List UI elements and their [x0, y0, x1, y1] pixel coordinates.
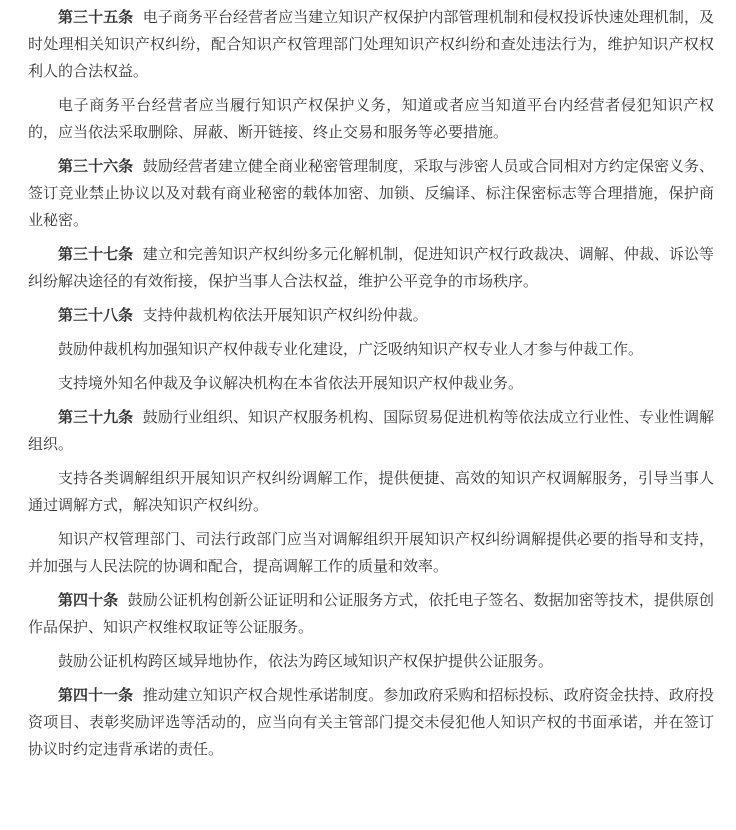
paragraph-text: 鼓励公证机构创新公证证明和公证服务方式，依托电子签名、数据加密等技术，提供原创作品保护、知识产权维权取证等公证服务。 [28, 591, 714, 636]
article-number: 第三十七条 [58, 245, 134, 263]
paragraph-text: 推动建立知识产权合规性承诺制度。参加政府采购和招标投标、政府资金扶持、政府投资项目、表彰奖励评选等活动的，应当向有关主管部门提交未侵犯他人知识产权的书面承诺，并在签订协议时约定违背承诺的责任。 [28, 686, 714, 758]
article-number: 第四十条 [58, 591, 119, 609]
article-38-paragraph-2 [28, 336, 714, 363]
article-39-paragraph-3 [28, 526, 714, 580]
paragraph-text: 支持各类调解组织开展知识产权纠纷调解工作，提供便捷、高效的知识产权调解服务，引导当事人通过调解方式，解决知识产权纠纷。 [28, 469, 714, 514]
paragraph-text: 电子商务平台经营者应当履行知识产权保护义务，知道或者应当知道平台内经营者侵犯知识产权的，应当依法采取删除、屏蔽、断开链接、终止交易和服务等必要措施。 [28, 96, 714, 141]
article-39-paragraph-2 [28, 465, 714, 519]
article-41-paragraph [28, 682, 714, 763]
paragraph-text: 知识产权管理部门、司法行政部门应当对调解组织开展知识产权纠纷调解提供必要的指导和支持，并加强与人民法院的协调和配合，提高调解工作的质量和效率。 [28, 530, 714, 575]
paragraph-text: 建立和完善知识产权纠纷多元化解机制，促进知识产权行政裁决、调解、仲裁、诉讼等纠纷解决途径的有效衔接，保护当事人合法权益，维护公平竞争的市场秩序。 [28, 245, 714, 290]
article-36-paragraph [28, 153, 714, 234]
article-40-paragraph [28, 587, 714, 641]
paragraph-text: 鼓励公证机构跨区域异地协作，依法为跨区域知识产权保护提供公证服务。 [58, 652, 554, 670]
article-37-paragraph [28, 241, 714, 295]
article-38-paragraph-3 [28, 370, 714, 397]
paragraph-text: 支持境外知名仲裁及争议解决机构在本省依法开展知识产权仲裁业务。 [58, 374, 524, 392]
article-35-paragraph [28, 4, 714, 85]
article-number: 第三十五条 [58, 8, 134, 26]
article-39-paragraph [28, 404, 714, 458]
article-number: 第四十一条 [58, 686, 134, 704]
article-38-paragraph [28, 302, 714, 329]
article-40-paragraph-2 [28, 648, 714, 675]
paragraph-text: 鼓励行业组织、知识产权服务机构、国际贸易促进机构等依法成立行业性、专业性调解组织。 [28, 408, 714, 453]
paragraph-text: 电子商务平台经营者应当建立知识产权保护内部管理机制和侵权投诉快速处理机制，及时处理相关知识产权纠纷，配合知识产权管理部门处理知识产权纠纷和查处违法行为，维护知识产权权利人的合法权益。 [28, 8, 714, 80]
paragraph-text: 鼓励仲裁机构加强知识产权仲裁专业化建设，广泛吸纳知识产权专业人才参与仲裁工作。 [58, 340, 644, 358]
paragraph-text: 支持仲裁机构依法开展知识产权纠纷仲裁。 [142, 306, 428, 324]
article-number: 第三十九条 [58, 408, 134, 426]
article-35-paragraph-2 [28, 92, 714, 146]
article-number: 第三十六条 [58, 157, 134, 175]
paragraph-text: 鼓励经营者建立健全商业秘密管理制度，采取与涉密人员或合同相对方约定保密义务、签订竞业禁止协议以及对载有商业秘密的载体加密、加锁、反编译、标注保密标志等合理措施，保护商业秘密。 [28, 157, 714, 229]
article-number: 第三十八条 [58, 306, 134, 324]
